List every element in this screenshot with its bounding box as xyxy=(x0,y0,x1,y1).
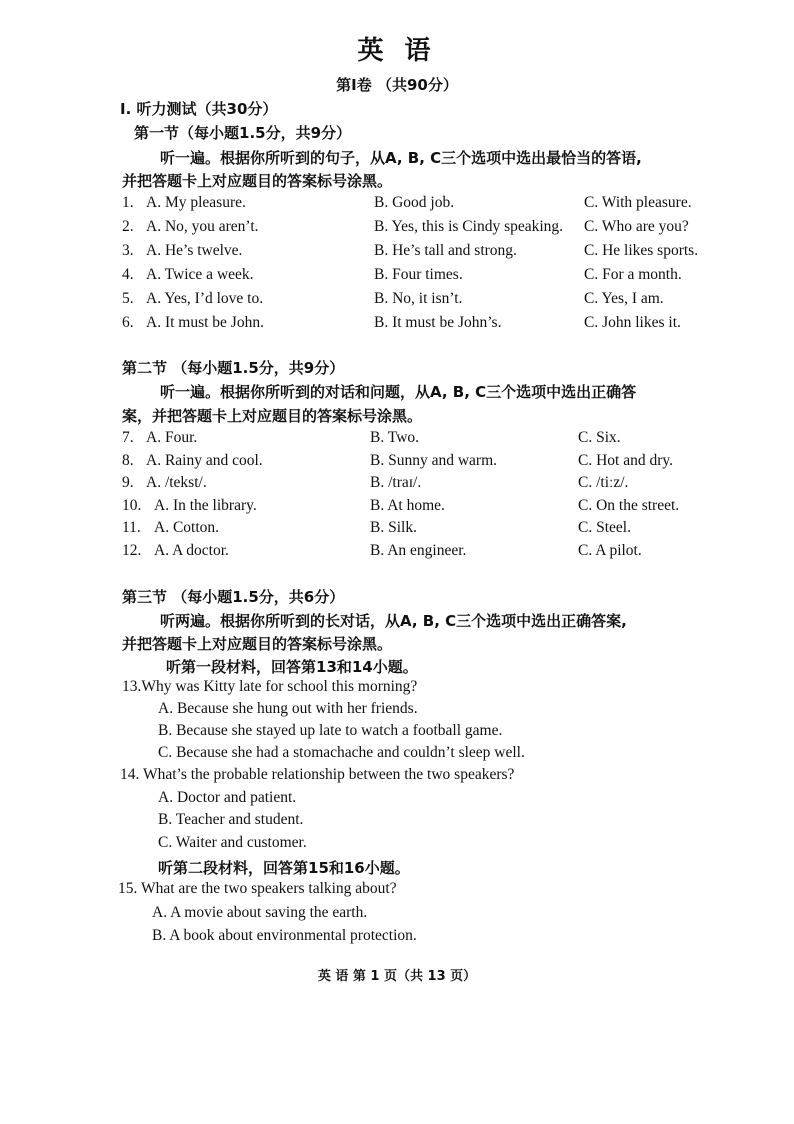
option-c: C. Yes, I am. xyxy=(584,290,664,307)
option-a: A. No, you aren’t. xyxy=(146,218,259,235)
page-title: 英 语 xyxy=(357,36,437,66)
option-b: B. Four times. xyxy=(374,266,463,283)
option-b: B. Silk. xyxy=(370,519,417,537)
option-c: C. Who are you? xyxy=(584,218,689,235)
option-a: A. It must be John. xyxy=(146,314,264,331)
question-number: 3. xyxy=(122,242,134,259)
question-14-option-a: A. Doctor and patient. xyxy=(158,789,297,806)
option-b: B. No, it isn’t. xyxy=(374,290,463,307)
question-14: 14. What’s the probable relationship between the two speakers? xyxy=(120,766,515,783)
part-heading: I. 听力测试（共30分） xyxy=(120,100,278,118)
question-number: 7. xyxy=(122,429,134,446)
option-a: A. Rainy and cool. xyxy=(146,451,263,469)
section3-heading: 第三节 （每小题1.5分，共6分） xyxy=(122,588,345,606)
question-14-option-b: B. Teacher and student. xyxy=(158,811,304,828)
section3-instruction-line2: 并把答题卡上对应题目的答案标号涂黑。 xyxy=(122,635,393,653)
option-b: B. At home. xyxy=(370,496,445,514)
question-number: 11. xyxy=(122,519,141,537)
option-c: C. Six. xyxy=(578,429,621,446)
question-number: 10. xyxy=(122,496,142,514)
question-number: 9. xyxy=(122,474,134,492)
option-b: B. An engineer. xyxy=(370,542,467,559)
option-b: B. He’s tall and strong. xyxy=(374,242,517,259)
option-a: A. A doctor. xyxy=(154,542,229,559)
section1-instruction-line2: 并把答题卡上对应题目的答案标号涂黑。 xyxy=(122,172,393,190)
section1-instruction-line1: 听一遍。根据你所听到的句子，从A, B, C三个选项中选出最恰当的答语, xyxy=(160,149,642,167)
option-b: B. /traɪ/. xyxy=(370,474,422,492)
question-13-option-b: B. Because she stayed up late to watch a football game. xyxy=(158,722,503,739)
question-15-option-b: B. A book about environmental protection. xyxy=(152,927,417,944)
option-a: A. He’s twelve. xyxy=(146,242,243,259)
option-b: B. It must be John’s. xyxy=(374,314,502,331)
option-a: A. My pleasure. xyxy=(146,194,246,211)
option-a: A. Cotton. xyxy=(154,519,220,537)
option-a: A. Yes, I’d love to. xyxy=(146,290,264,307)
paper-subtitle: 第I卷 （共90分） xyxy=(336,76,458,94)
option-c: C. With pleasure. xyxy=(584,194,692,211)
option-c: C. For a month. xyxy=(584,266,682,283)
option-c: C. John likes it. xyxy=(584,314,681,331)
question-number: 1. xyxy=(122,194,134,211)
option-a: A. Twice a week. xyxy=(146,266,254,283)
question-number: 5. xyxy=(122,290,134,307)
question-13: 13.Why was Kitty late for school this morning? xyxy=(122,678,418,695)
section2-instruction-line1: 听一遍。根据你所听到的对话和问题，从A, B, C三个选项中选出正确答 xyxy=(160,383,637,401)
option-a: A. Four. xyxy=(146,429,198,446)
question-15: 15. What are the two speakers talking about? xyxy=(118,880,397,897)
page-footer: 英 语 第 1 页（共 13 页） xyxy=(317,969,477,984)
section3-instruction-line1: 听两遍。根据你所听到的长对话，从A, B, C三个选项中选出正确答案, xyxy=(160,612,627,630)
question-number: 8. xyxy=(122,451,134,469)
option-c: C. /tiːz/. xyxy=(578,474,629,492)
option-a: A. In the library. xyxy=(154,496,257,514)
option-c: C. Hot and dry. xyxy=(578,451,673,469)
question-number: 4. xyxy=(122,266,134,283)
material2-instruction: 听第二段材料，回答第15和16小题。 xyxy=(158,859,410,877)
section2-heading: 第二节 （每小题1.5分，共9分） xyxy=(122,359,345,377)
question-13-option-a: A. Because she hung out with her friends. xyxy=(158,700,418,717)
option-b: B. Two. xyxy=(370,429,420,446)
option-b: B. Good job. xyxy=(374,194,455,211)
option-a: A. /tekst/. xyxy=(146,474,207,492)
section2-instruction-line2: 案，并把答题卡上对应题目的答案标号涂黑。 xyxy=(122,407,423,425)
question-13-option-c: C. Because she had a stomachache and couldn’t sleep well. xyxy=(158,744,525,761)
material1-instruction: 听第一段材料，回答第13和14小题。 xyxy=(166,658,418,676)
question-15-option-a: A. A movie about saving the earth. xyxy=(152,904,368,921)
option-c: C. A pilot. xyxy=(578,542,642,559)
question-14-option-c: C. Waiter and customer. xyxy=(158,834,307,851)
option-c: C. He likes sports. xyxy=(584,242,699,259)
option-b: B. Sunny and warm. xyxy=(370,451,498,469)
option-b: B. Yes, this is Cindy speaking. xyxy=(374,218,564,235)
section1-heading: 第一节（每小题1.5分，共9分） xyxy=(134,124,352,142)
question-number: 12. xyxy=(122,542,142,559)
question-number: 6. xyxy=(122,314,134,331)
question-number: 2. xyxy=(122,218,134,235)
option-c: C. Steel. xyxy=(578,519,631,537)
option-c: C. On the street. xyxy=(578,496,680,514)
